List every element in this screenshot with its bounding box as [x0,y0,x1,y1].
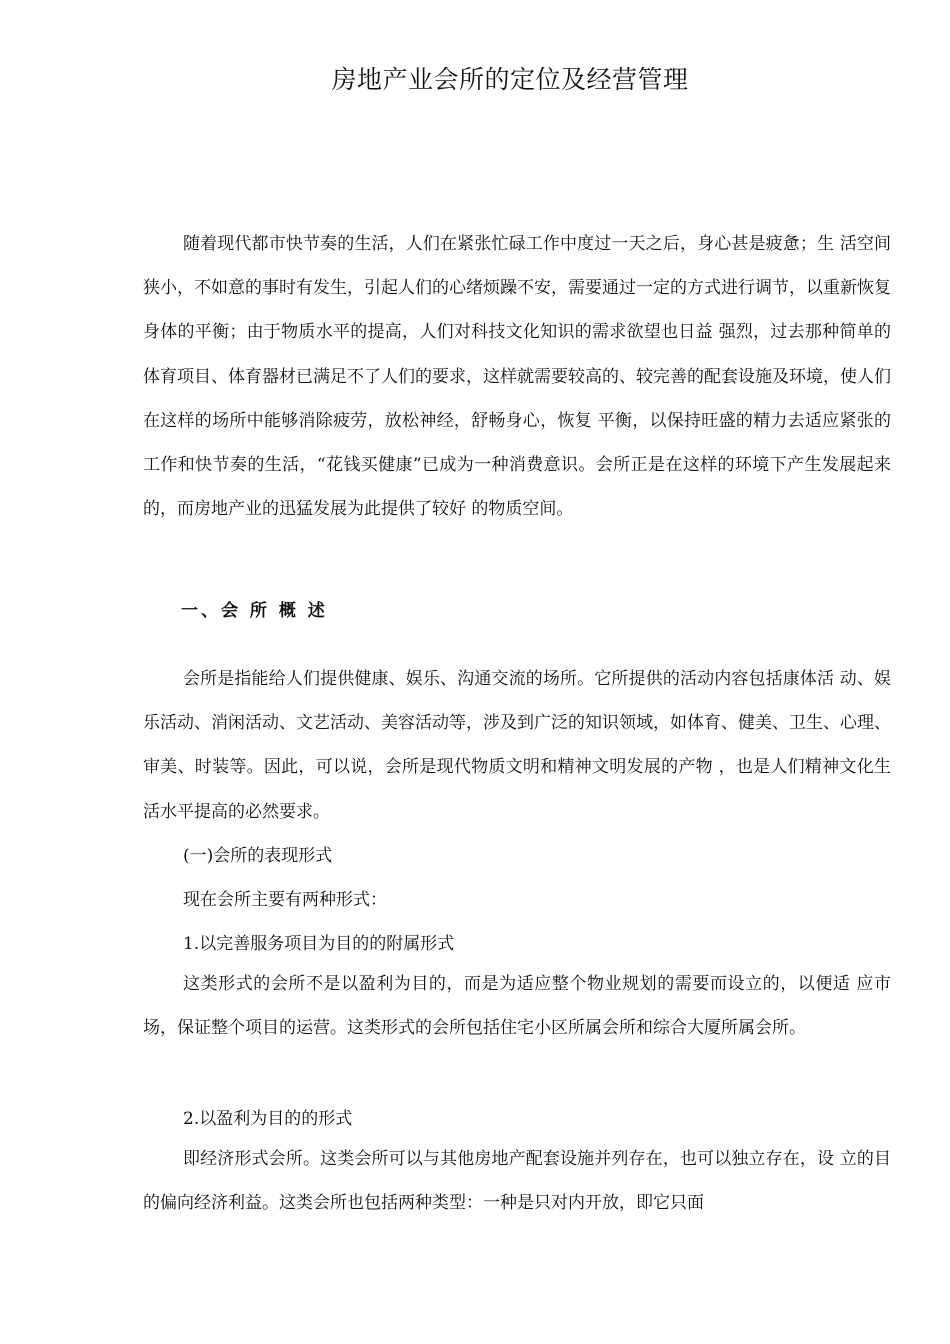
form2-paragraph: 即经济形式会所。这类会所可以与其他房地产配套设施并列存在，也可以独立存在，设 立的目的偏向经济利益。这类会所也包括两种类型：一种是只对内开放，即它只面 [143,1149,891,1214]
form1-paragraph: 这类形式的会所不是以盈利为目的，而是为适应整个物业规划的需要而设立的，以便适 应市场，保证整个项目的运营。这类形式的会所包括住宅小区所属会所和综合大厦所属会所。 [143,974,891,1039]
intro-paragraph: 随着现代都市快节奏的生活，人们在紧张忙碌工作中度过一天之后，身心甚是疲惫；生 活空间狭小，不如意的事时有发生，引起人们的心绪烦躁不安，需要通过一定的方式进行调节，以重新恢复身体的平衡；由于物质水平的提高，人们对科技文化知识的需求欲望也日益 强烈，过去那种简单的体育项目、体育器材已满足不了人们的要求，这样就需要较高的、较完善的配套设施及环境，使人们在这样的场所中能够消除疲劳，放松神经，舒畅身心，恢复 平衡，以保持旺盛的精力去适应紧张的工作和快节奏的生活，“花钱买健康”已成为一种消费意识。会所正是在这样的环境下产生发展起来的，而房地产业的迅猛发展为此提供了较好 的物质空间。 [143,234,891,520]
overview-paragraph: 会所是指能给人们提供健康、娱乐、沟通交流的场所。它所提供的活动内容包括康体活 动、娱乐活动、消闲活动、文艺活动、美容活动等，涉及到广泛的知识领域，如体育、健美、卫生、心理、审美、时装等。因此，可以说，会所是现代物质文明和精神文明发展的产物 ，也是人们精神文化生活水平提高的必然要求。 [143,669,891,822]
section-heading-overview: 一、会 所 概 述 [181,601,328,621]
document-title: 房地产业会所的定位及经营管理 [331,65,689,94]
form1-heading: 1.以完善服务项目为目的的附属形式 [183,934,455,954]
form2-heading: 2.以盈利为目的的形式 [183,1109,353,1129]
subsection-heading-forms: (一)会所的表现形式 [183,846,333,866]
forms-intro-line: 现在会所主要有两种形式： [183,890,387,910]
